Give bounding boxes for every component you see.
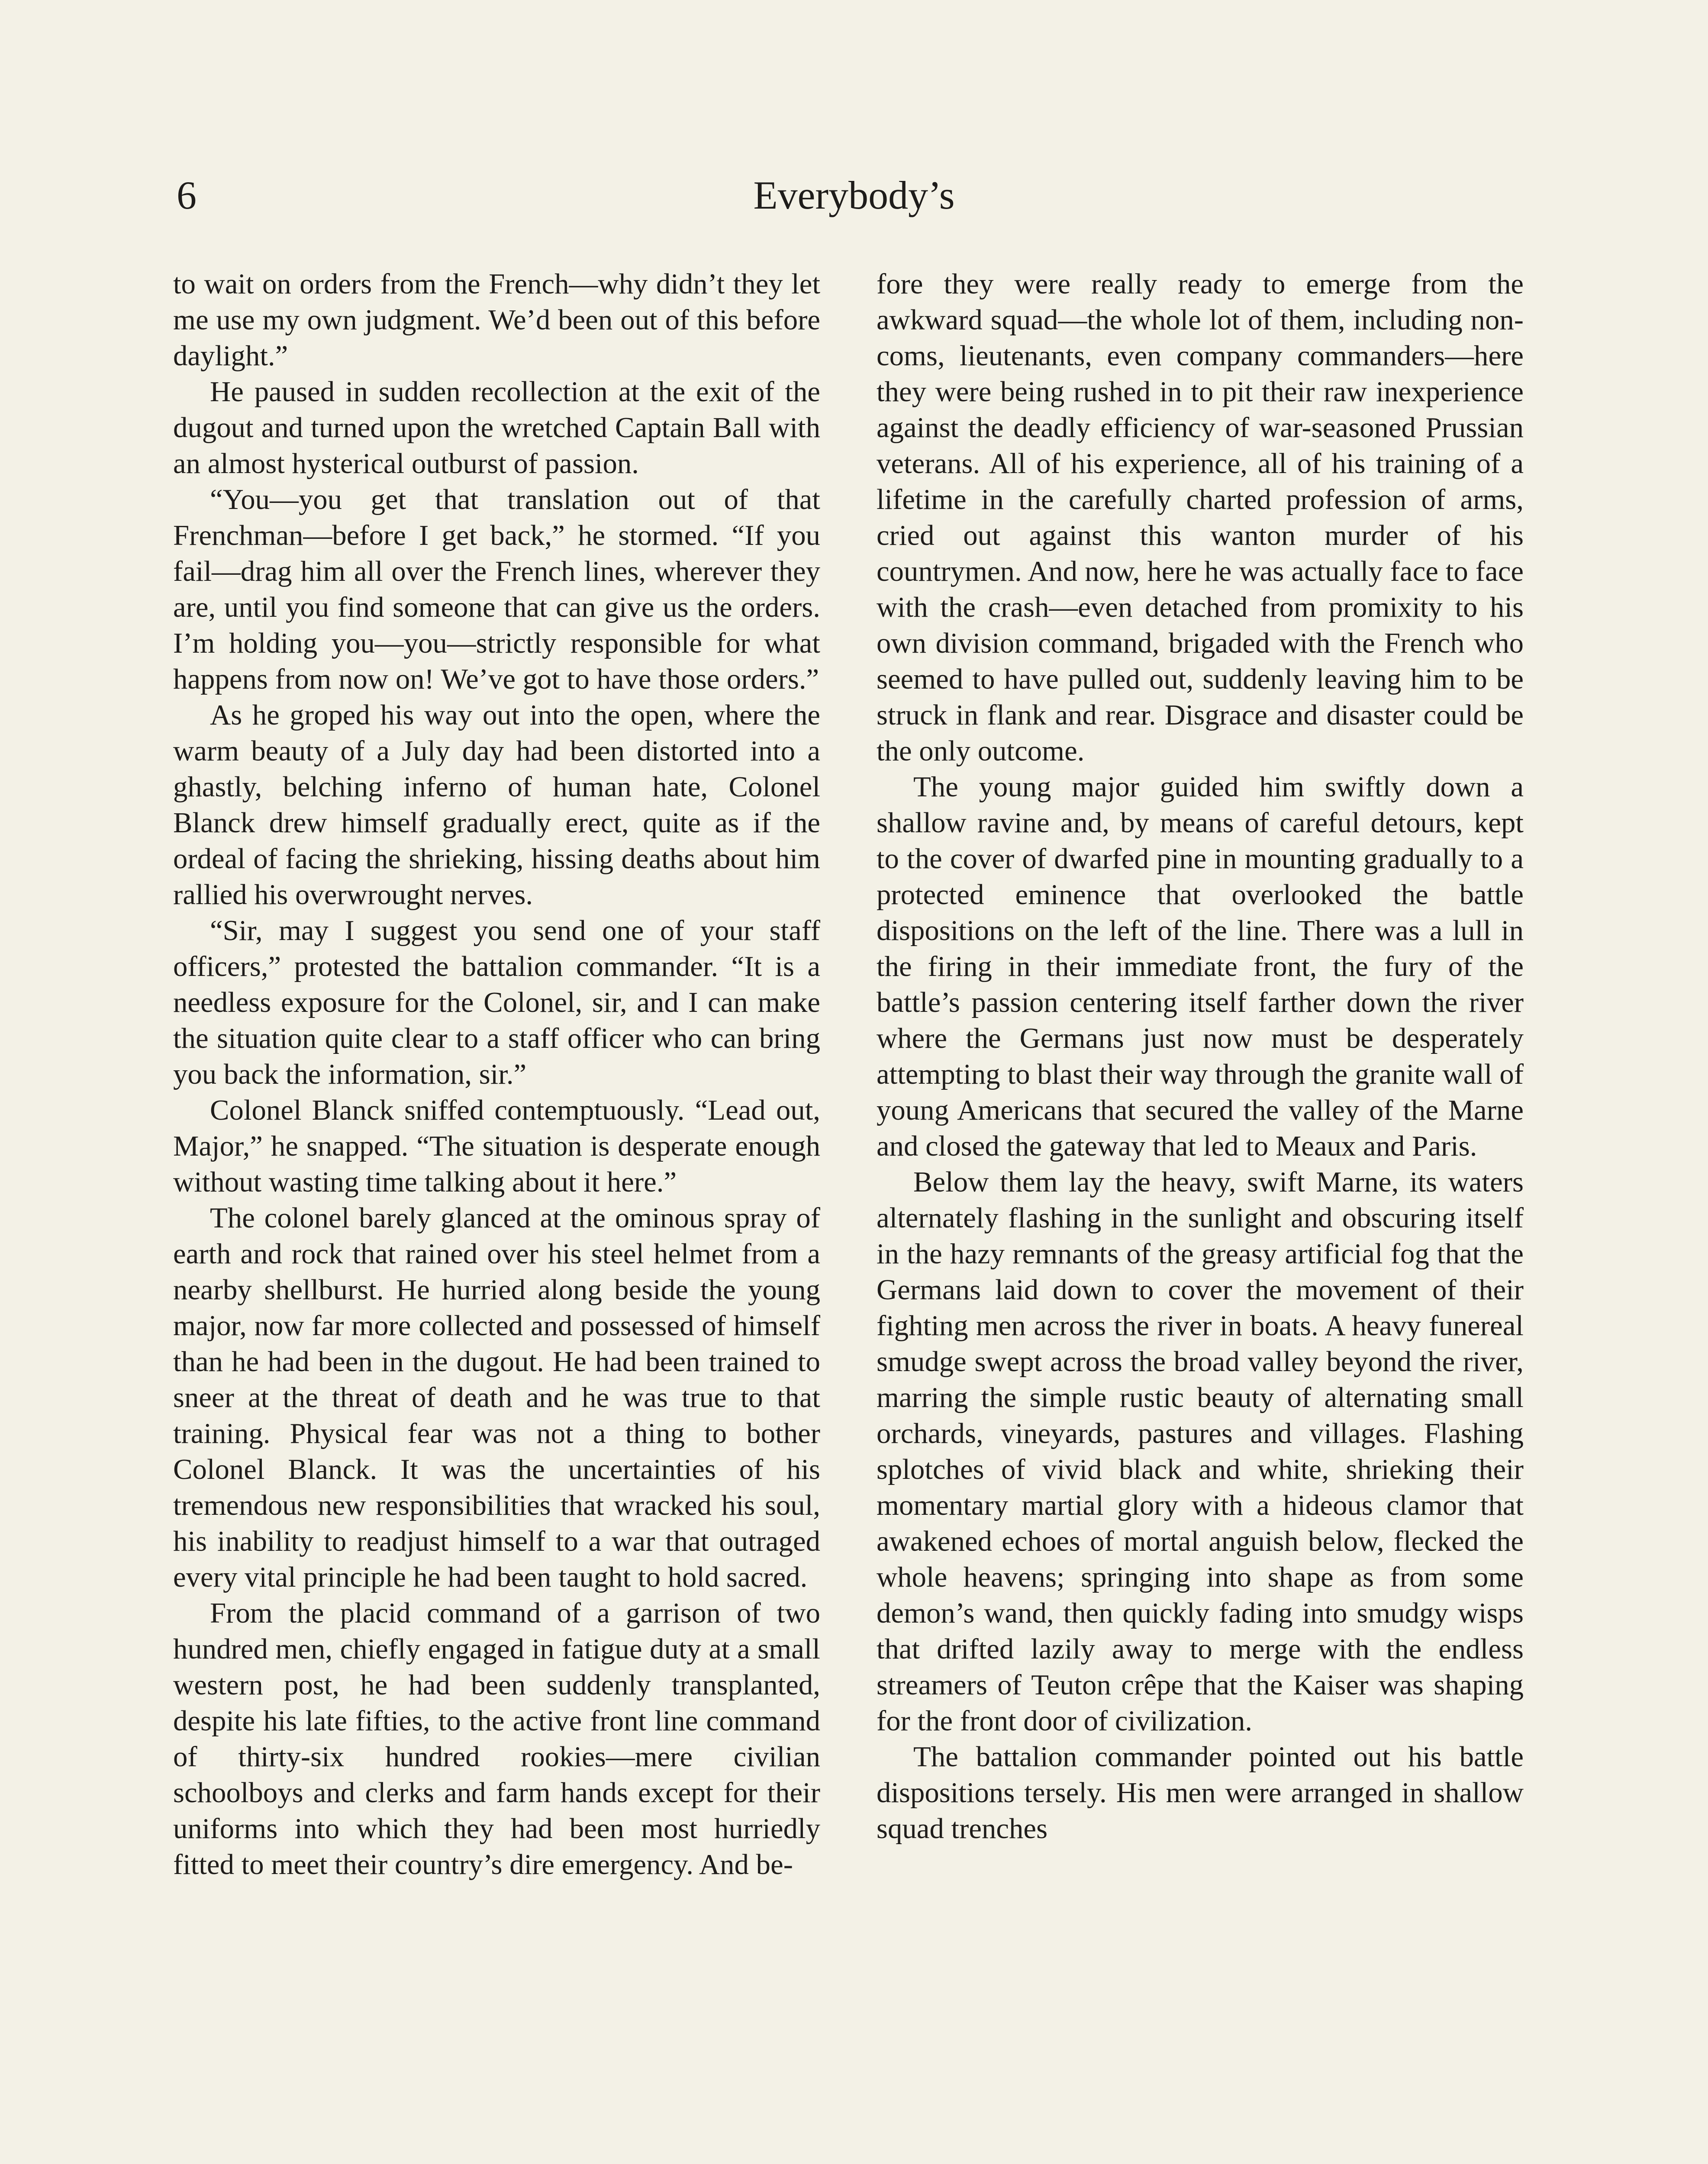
paragraph: fore they were really ready to emerge from the awkward squad—the whole lot of them, including non-coms, lieutenants, even company commanders—here they were being rushed in to pit their raw inexperience against the deadly efficiency of war-seasoned Prussian veterans. All of his experience, all of his training of a lifetime in the carefully charted profession of arms, cried out against this wanton murder of his countrymen. And now, here he was actually face to face with the crash—even detached from promixity to his own division command, brigaded with the French who seemed to have pulled out, suddenly leaving him to be struck in flank and rear. Disgrace and disaster could be the only outcome. [877,268,1524,767]
paragraph: He paused in sudden recollection at the exit of the dugout and turned upon the wretched Captain Ball with an almost hysterical outburst of passion. [173,376,820,480]
paragraph: “You—you get that translation out of that Frenchman—before I get back,” he stormed. “If you fail—drag him all over the French lines, wherever they are, until you find someone that can give us the orders. I’m holding you—you—strictly responsible for what happens from now on! We’ve got to have those orders.” [173,483,820,695]
paragraph: The colonel barely glanced at the ominous spray of earth and rock that rained over his steel helmet from a nearby shellburst. He hurried along beside the young major, now far more collected and possessed of himself than he had been in the dugout. He had been trained to sneer at the threat of death and he was true to that training. Physical fear was not a thing to bother Colonel Blanck. It was the uncertainties of his tremendous new responsibilities that wracked his soul, his inability to readjust himself to a war that outraged every vital principle he had been taught to hold sacred. [173,1202,820,1593]
paragraph: The battalion commander pointed out his battle dispositions tersely. His men were arranged in shallow squad trenches [877,1741,1524,1845]
paragraph: As he groped his way out into the open, where the warm beauty of a July day had been distorted into a ghastly, belching inferno of human hate, Colonel Blanck drew himself gradually erect, quite as if the ordeal of facing the shrieking, hissing deaths about him rallied his overwrought nerves. [173,699,820,911]
magazine-title: Everybody’s [753,173,955,217]
paragraph: The young major guided him swiftly down a shallow ravine and, by means of careful detours, kept to the cover of dwarfed pine in mounting gradually to a protected eminence that overlooked the battle dispositions on the left of the line. There was a lull in the firing in their immediate front, the fury of the battle’s passion centering itself farther down the river where the Germans just now must be desperately attempting to blast their way through the granite wall of young Americans that secured the valley of the Marne and closed the gateway that led to Meaux and Paris. [877,771,1524,1162]
article-column-right [877,266,1524,1847]
paragraph: Colonel Blanck sniffed contemptuously. “Lead out, Major,” he snapped. “The situation is desperate enough without wasting time talking about it here.” [173,1094,820,1198]
paragraph: to wait on orders from the French—why didn’t they let me use my own judgment. We’d been out of this before daylight.” [173,268,820,372]
article-column-left [173,266,820,1883]
paragraph: “Sir, may I suggest you send one of your staff officers,” protested the battalion commander. “It is a needless exposure for the Colonel, sir, and I can make the situation quite clear to a staff officer who can bring you back the information, sir.” [173,915,820,1090]
paragraph: From the placid command of a garrison of two hundred men, chiefly engaged in fatigue duty at a small western post, he had been suddenly transplanted, despite his late fifties, to the active front line command of thirty-six hundred rookies—mere civilian schoolboys and clerks and farm hands except for their uniforms into which they had been most hurriedly fitted to meet their country’s dire emergency. And be- [173,1597,820,1881]
page-number: 6 [177,173,197,217]
paragraph: Below them lay the heavy, swift Marne, its waters alternately flashing in the sunlight and obscuring itself in the hazy remnants of the greasy artificial fog that the Germans laid down to cover the movement of their fighting men across the river in boats. A heavy funereal smudge swept across the broad valley beyond the river, marring the simple rustic beauty of alternating small orchards, vineyards, pastures and villages. Flashing splotches of vivid black and white, shrieking their momentary martial glory with a hideous clamor that awakened echoes of mortal anguish below, flecked the whole heavens; springing into shape as from some demon’s wand, then quickly fading into smudgy wisps that drifted lazily away to merge with the endless streamers of Teuton crêpe that the Kaiser was shaping for the front door of civilization. [877,1166,1524,1737]
